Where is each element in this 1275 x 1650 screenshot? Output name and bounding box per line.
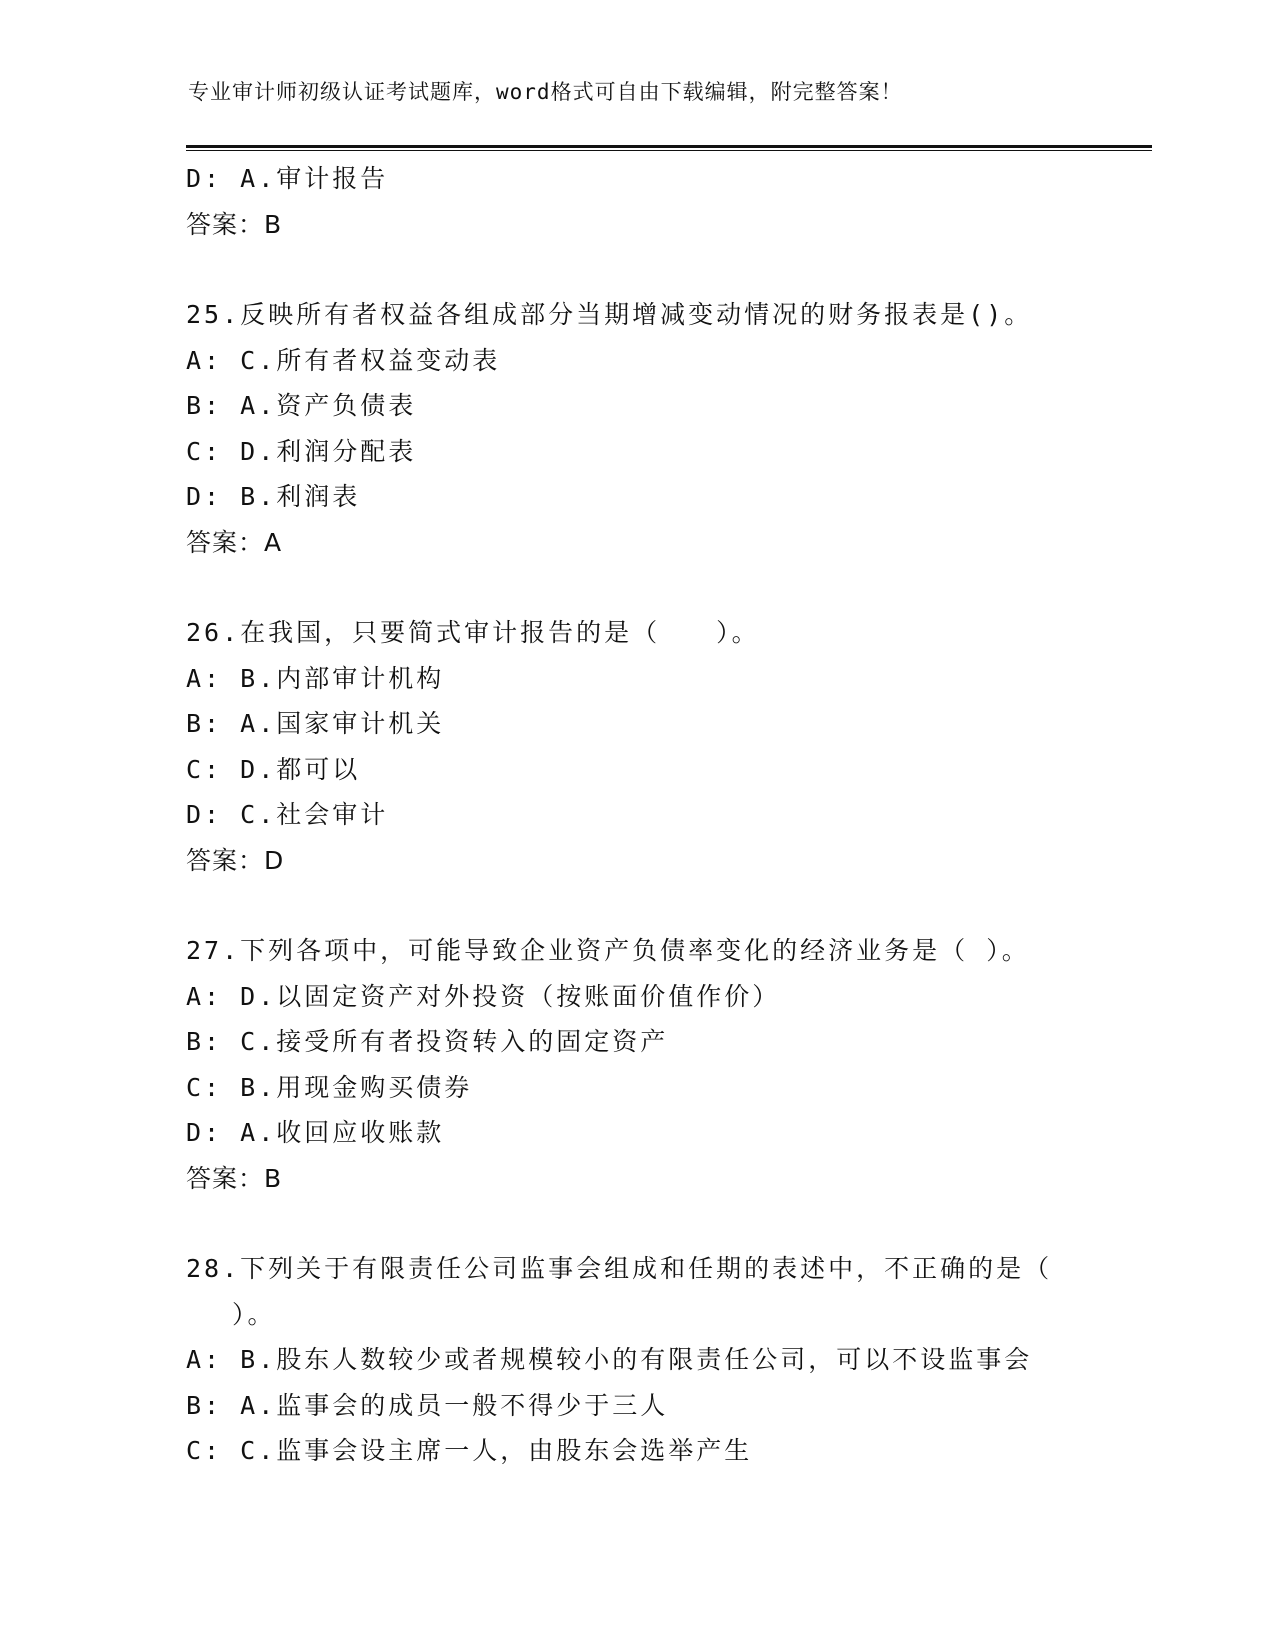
- option-c: C: B.用现金购买债券: [186, 1072, 473, 1102]
- option-b: B: A.国家审计机关: [186, 709, 445, 738]
- prev-answer: 答案：B: [186, 209, 283, 239]
- option-a: A: D.以固定资产对外投资（按账面价值作价）: [186, 981, 781, 1011]
- option-c: C: D.利润分配表: [186, 436, 417, 466]
- option-b: B: A.资产负债表: [186, 391, 417, 420]
- prev-option-d: D: A.审计报告: [186, 164, 389, 193]
- question-25: [186, 292, 1086, 565]
- question-stem: 28.下列关于有限责任公司监事会组成和任期的表述中，不正确的是（: [186, 1254, 1053, 1283]
- question-content: [186, 156, 1086, 1474]
- option-c: C: D.都可以: [186, 754, 361, 784]
- answer: 答案：A: [186, 527, 283, 557]
- header-rule-thin: [186, 150, 1152, 151]
- option-b: B: C.接受所有者投资转入的固定资产: [186, 1027, 669, 1056]
- option-a: A: C.所有者权益变动表: [186, 345, 501, 375]
- question-stem: 26.在我国，只要简式审计报告的是（ ）。: [186, 618, 760, 647]
- option-b: B: A.监事会的成员一般不得少于三人: [186, 1390, 669, 1420]
- document-header: 专业审计师初级认证考试题库，word格式可自由下载编辑，附完整答案！: [188, 80, 903, 104]
- answer: 答案：D: [186, 845, 285, 875]
- option-d: D: B.利润表: [186, 482, 361, 511]
- option-d: D: C.社会审计: [186, 800, 389, 829]
- option-c: C: C.监事会设主席一人，由股东会选举产生: [186, 1436, 753, 1465]
- question-26: [186, 610, 1086, 883]
- question-stem-continuation: ）。: [232, 1299, 276, 1329]
- question-stem: 25.反映所有者权益各组成部分当期增减变动情况的财务报表是()。: [186, 300, 1033, 329]
- question-stem: 27.下列各项中，可能导致企业资产负债率变化的经济业务是（ ）。: [186, 936, 1030, 965]
- answer: 答案：B: [186, 1163, 283, 1193]
- question-27: [186, 928, 1086, 1201]
- header-rule-thick: [186, 145, 1152, 148]
- option-d: D: A.收回应收账款: [186, 1118, 445, 1147]
- question-28: [186, 1246, 1086, 1474]
- option-a: A: B.股东人数较少或者规模较小的有限责任公司，可以不设监事会: [186, 1345, 1033, 1374]
- option-a: A: B.内部审计机构: [186, 663, 445, 693]
